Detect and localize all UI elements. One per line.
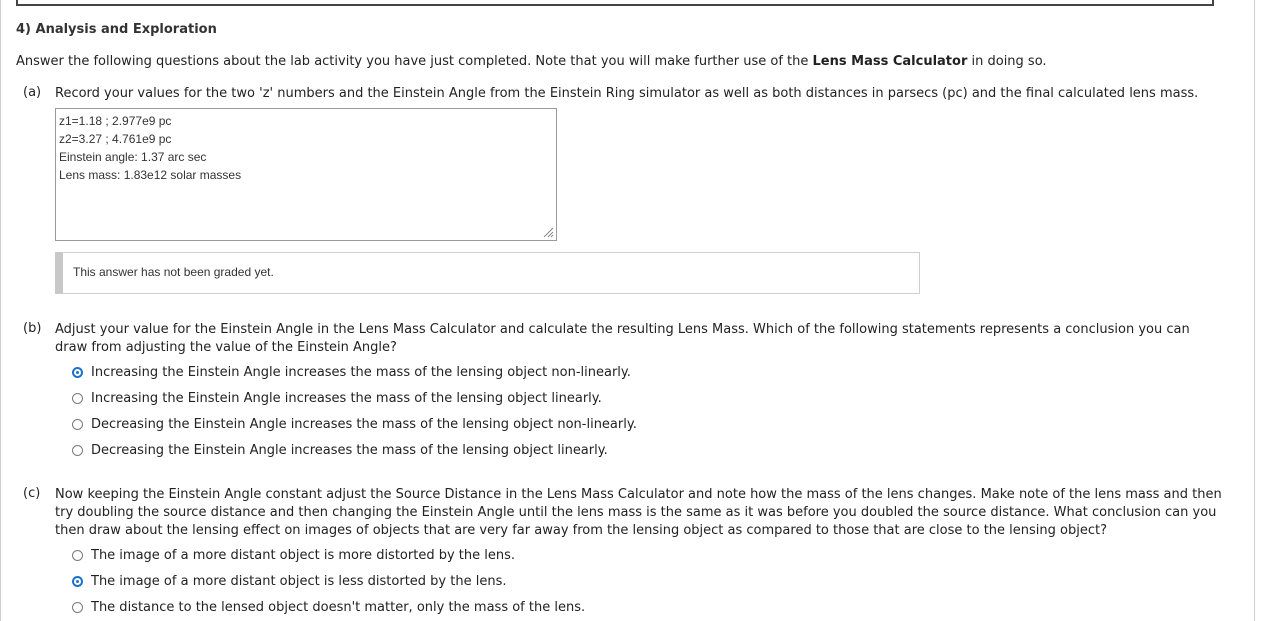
intro-after: in doing so. <box>967 54 1047 69</box>
radio-button[interactable] <box>72 602 83 613</box>
option-label: Decreasing the Einstein Angle increases the mass of the lensing object non-linearly. <box>91 416 637 432</box>
question-a-text: Record your values for the two 'z' numbers and the Einstein Angle from the Einstein Ring simulator as well as both distances in parsecs (pc) and the final calculated lens mass. <box>55 86 1199 101</box>
question-b-label: (b) <box>23 321 42 336</box>
radio-button[interactable] <box>72 550 83 561</box>
answer-line: Lens mass: 1.83e12 solar masses <box>59 168 242 182</box>
option-c-1[interactable] <box>72 546 515 564</box>
previous-section-box <box>16 0 1214 6</box>
grading-feedback: This answer has not been graded yet. <box>55 252 920 294</box>
option-label: Increasing the Einstein Angle increases the mass of the lensing object non-linearly. <box>91 364 631 380</box>
option-label: Decreasing the Einstein Angle increases the mass of the lensing object linearly. <box>91 442 608 458</box>
option-c-3[interactable] <box>72 598 585 616</box>
radio-button[interactable] <box>72 419 83 430</box>
radio-button[interactable] <box>72 393 83 404</box>
radio-button[interactable] <box>72 367 83 378</box>
question-c-label: (c) <box>23 486 41 501</box>
option-b-2[interactable] <box>72 389 602 407</box>
answer-a-textarea[interactable] <box>55 108 557 241</box>
option-c-2[interactable] <box>72 572 506 590</box>
intro-text <box>16 54 1047 69</box>
intro-before: Answer the following questions about the lab activity you have just completed. Note that you will make further use of the <box>16 54 813 69</box>
question-c-text: Now keeping the Einstein Angle constant adjust the Source Distance in the Lens Mass Calculator and note how the mass of the lens changes. Make note of the lens mass and then try doubling the source distance and then changing the Einstein Angle until the lens mass is the same as it was before you doubled the source distance. What conclusion can you then draw about the lensing effect on images of objects that are very far away from the lensing object as compared to those that are close to the lensing object? <box>55 487 1222 538</box>
question-a-label: (a) <box>23 85 42 100</box>
section-title: 4) Analysis and Exploration <box>16 22 217 37</box>
answer-line: z1=1.18 ; 2.977e9 pc <box>59 114 172 128</box>
radio-button[interactable] <box>72 576 83 587</box>
answer-line: Einstein angle: 1.37 arc sec <box>59 150 207 164</box>
option-b-1[interactable] <box>72 363 631 381</box>
option-label: The image of a more distant object is more distorted by the lens. <box>91 547 515 563</box>
resize-grip-icon[interactable] <box>542 226 554 238</box>
question-b-text: Adjust your value for the Einstein Angle in the Lens Mass Calculator and calculate the resulting Lens Mass. Which of the following statements represents a conclusion you can draw from adjusting the value of the Einstein Angle? <box>55 322 1190 355</box>
option-label: Increasing the Einstein Angle increases the mass of the lensing object linearly. <box>91 390 602 406</box>
answer-line: z2=3.27 ; 4.761e9 pc <box>59 132 172 146</box>
option-b-3[interactable] <box>72 415 637 433</box>
option-label: The image of a more distant object is less distorted by the lens. <box>91 573 507 589</box>
radio-button[interactable] <box>72 445 83 456</box>
option-label: The distance to the lensed object doesn't matter, only the mass of the lens. <box>91 599 586 615</box>
intro-bold: Lens Mass Calculator <box>812 54 968 69</box>
option-b-4[interactable] <box>72 441 608 459</box>
